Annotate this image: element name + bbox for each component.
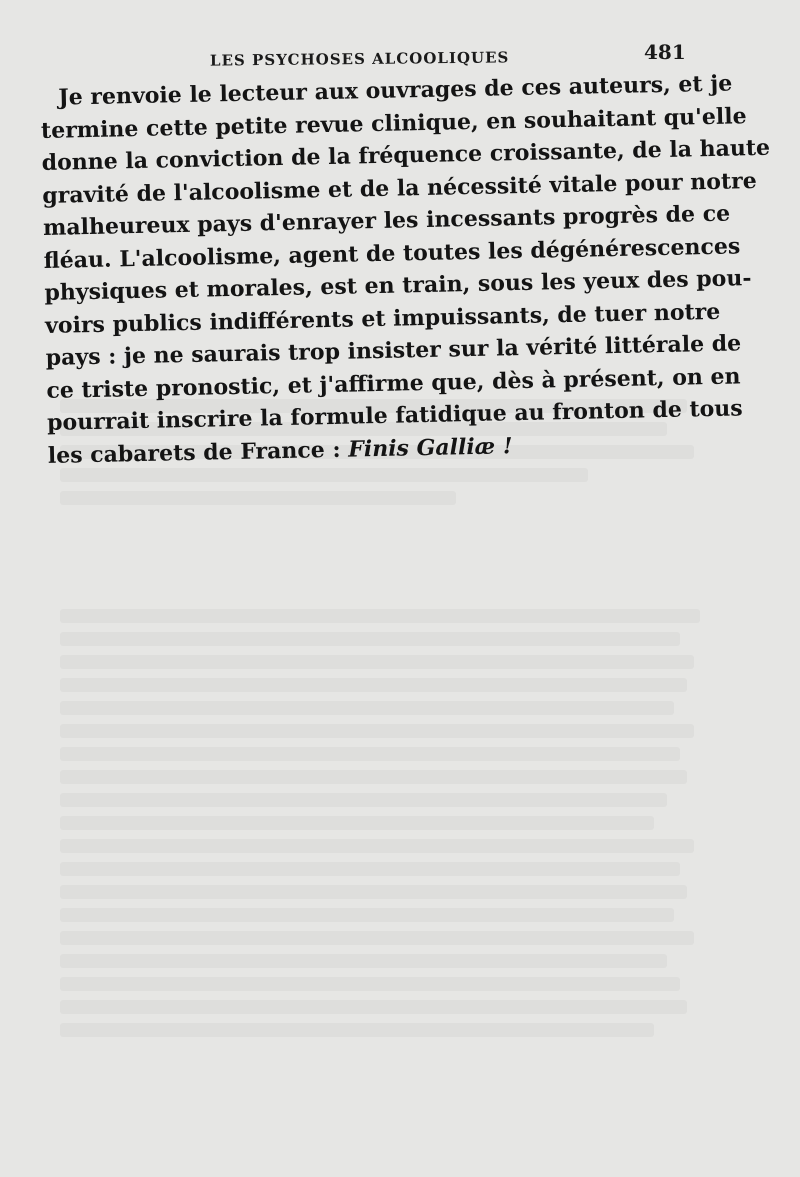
- text-line: pourrait inscrire la formule fatidique au fronton de tous: [46, 395, 743, 436]
- show-through-text-lower: [60, 600, 720, 1046]
- show-through-heading: [80, 548, 740, 588]
- text-line: voirs publics indifférents et impuissants, de tuer notre: [44, 298, 721, 339]
- text-line: gravité de l'alcoolisme et de la nécessité vitale pour notre: [42, 167, 757, 209]
- text-line: pays : je ne saurais trop insister sur la vérité littérale de: [45, 330, 742, 371]
- text-line: donne la conviction de la fréquence croissante, de la haute: [41, 134, 771, 176]
- running-head: LES PSYCHOSES ALCOOLIQUES: [209, 48, 510, 70]
- text-line: fléau. L'alcoolisme, agent de toutes les dégénérescences: [43, 232, 741, 274]
- text-line-final-prefix: les cabarets de France :: [47, 436, 349, 469]
- text-line: Je renvoie le lecteur aux ouvrages de ces auteurs, et je: [58, 70, 733, 111]
- text-line: physiques et morales, est en train, sous les yeux des pou-: [44, 265, 752, 306]
- text-line: termine cette petite revue clinique, en souhaitant qu'elle: [40, 102, 747, 144]
- page-number: 481: [644, 40, 686, 64]
- text-line: malheureux pays d'enrayer les incessants progrès de ce: [42, 200, 731, 241]
- latin-phrase: Finis Galliæ !: [347, 432, 513, 463]
- body-paragraph: [40, 68, 771, 472]
- text-line: ce triste pronostic, et j'affirme que, dès à présent, on en: [46, 362, 741, 404]
